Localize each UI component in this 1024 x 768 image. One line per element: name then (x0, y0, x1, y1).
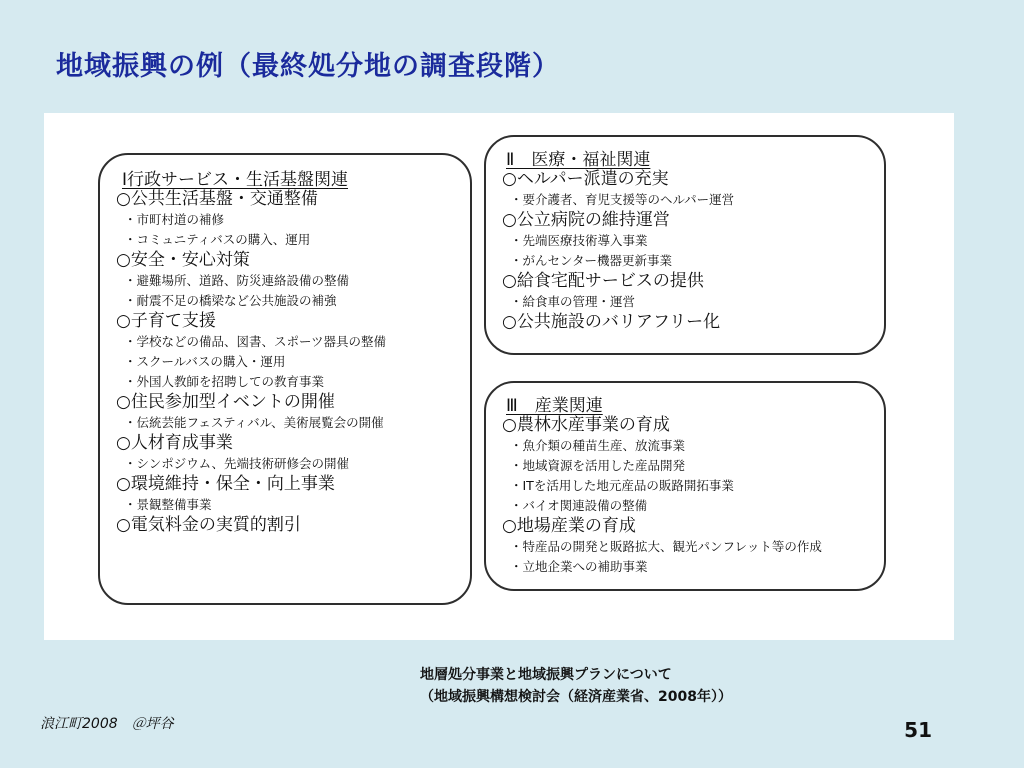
sub-item: ・コミュニティバスの購入、運用 (124, 232, 311, 247)
list-item: ○安全・安心対策 (116, 250, 250, 270)
sub-item: ・特産品の開発と販路拡大、観光パンフレット等の作成 (510, 539, 822, 554)
sub-item: ・給食車の管理・運営 (510, 294, 636, 309)
sub-item: ・市町村道の補修 (124, 212, 225, 227)
source-caption (420, 664, 732, 708)
sub-item: ・バイオ関連設備の整備 (510, 498, 648, 513)
list-item: ○地場産業の育成 (502, 516, 636, 536)
list-item: ○電気料金の実質的割引 (116, 515, 301, 535)
sub-item: ・耐震不足の橋梁など公共施設の補強 (124, 293, 337, 308)
list-item: ○公共生活基盤・交通整備 (116, 189, 318, 209)
list-item: ○給食宅配サービスの提供 (502, 271, 704, 291)
sub-item: ・学校などの備品、図書、スポーツ器具の整備 (124, 334, 387, 349)
slide-title: 地域振興の例（最終処分地の調査段階） (56, 51, 560, 82)
sub-item: ・避難場所、道路、防災連絡設備の整備 (124, 273, 350, 288)
list-item: ○公共施設のバリアフリー化 (502, 312, 721, 332)
sub-item: ・シンポジウム、先端技術研修会の開催 (124, 456, 349, 471)
item-list (502, 169, 880, 333)
caption-line: （地域振興構想検討会（経済産業省、2008年）） (420, 689, 732, 705)
sub-item: ・魚介類の種苗生産、放流事業 (510, 438, 686, 453)
box-heading: Ⅲ 産業関連 (506, 396, 603, 416)
sub-item: ・景観整備事業 (124, 497, 212, 512)
sub-item: ・スクールバスの購入・運用 (124, 354, 286, 369)
list-item: ○ヘルパー派遣の充実 (502, 169, 669, 189)
sub-item: ・ITを活用した地元産品の販路開拓事業 (510, 478, 734, 493)
sub-item: ・外国人教師を招聘しての教育事業 (124, 374, 325, 389)
sub-item: ・先端医療技術導入事業 (510, 233, 648, 248)
item-list (502, 415, 880, 577)
list-item: ○農林水産事業の育成 (502, 415, 670, 435)
caption-line: 地層処分事業と地域振興プランについて (420, 667, 672, 683)
box-heading: Ⅱ 医療・福祉関連 (506, 150, 651, 170)
list-item: ○環境維持・保全・向上事業 (116, 474, 335, 494)
box-heading: Ⅰ行政サービス・生活基盤関連 (122, 170, 349, 190)
page-number: 51 (904, 718, 932, 742)
sub-item: ・伝統芸能フェスティバル、美術展覧会の開催 (124, 415, 384, 430)
list-item: ○人材育成事業 (116, 433, 233, 453)
footer-credit: 浪江町2008 ＠坪谷 (40, 716, 174, 732)
item-list (116, 189, 466, 536)
sub-item: ・地域資源を活用した産品開発 (510, 458, 686, 473)
medical-welfare-box (484, 135, 886, 355)
list-item: ○公立病院の維持運営 (502, 210, 670, 230)
sub-item: ・立地企業への補助事業 (510, 559, 648, 574)
administrative-services-box (98, 153, 472, 605)
list-item: ○住民参加型イベントの開催 (116, 392, 335, 412)
list-item: ○子育て支援 (116, 311, 216, 331)
sub-item: ・要介護者、育児支援等のヘルパー運営 (510, 192, 735, 207)
sub-item: ・がんセンター機器更新事業 (510, 253, 673, 268)
content-panel (44, 113, 954, 640)
industry-box (484, 381, 886, 591)
